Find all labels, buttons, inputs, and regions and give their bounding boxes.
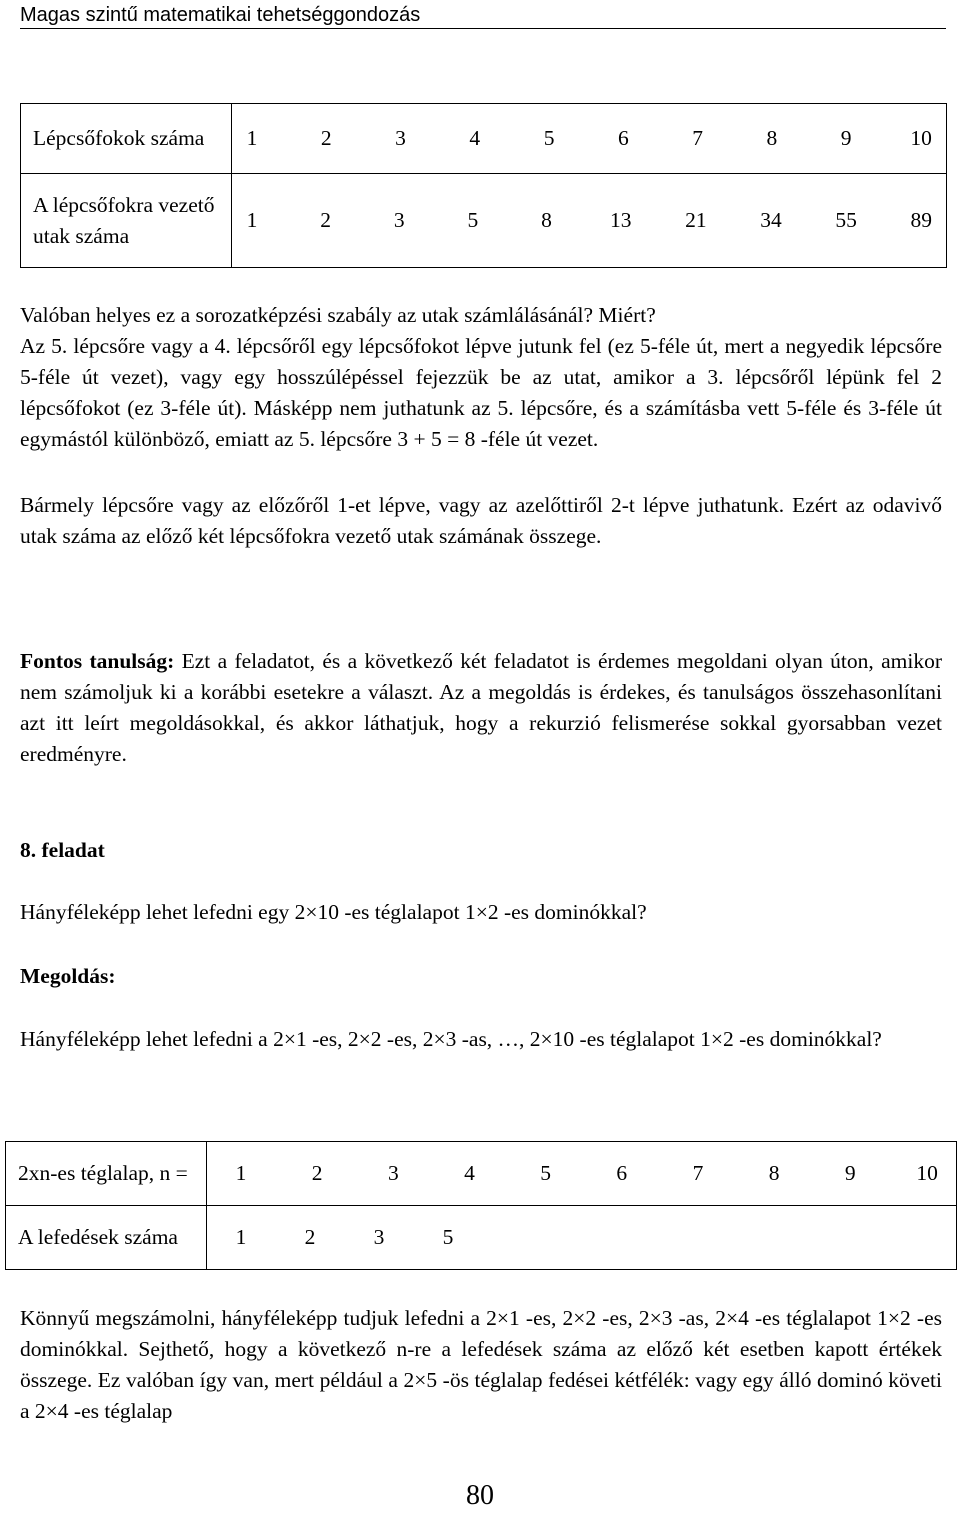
running-header: Magas szintű matematikai tehetséggondozás [20, 4, 946, 29]
table-cell-value: 3 [387, 1161, 399, 1185]
table-cell-value: 34 [760, 208, 782, 232]
table-cell-value: 2 [311, 1161, 323, 1185]
solution-text: Hányféleképp lehet lefedni a 2×1 -es, 2×2 -es, 2×3 -as, …, 2×10 -es téglalapot 1×2 -es dominókkal? [20, 1027, 882, 1051]
value-cells [232, 104, 947, 174]
table-cell-value: 7 [692, 126, 703, 150]
table-cell-value: 2 [320, 126, 332, 150]
row-label: Lépcsőfokok száma [21, 104, 232, 174]
table-cell-value: 6 [616, 1161, 628, 1185]
paragraph: Könnyű megszámolni, hányféleképp tudjuk lefedni a 2×1 -es, 2×2 -es, 2×3 -as, 2×4 -es téglalapot 1×2 -es dominókkal. Sejthető, hogy a következő n-re a lefedések száma az előző két esetben kapott értékek összege. Ez valóban így van, mert például a 2×5 -ös téglalap fedései kétfélék: vagy egy álló dominó követi a 2×4 -es téglalap [20, 1306, 942, 1423]
table-cell-value: 55 [835, 208, 857, 232]
page-number: 80 [466, 1480, 494, 1511]
row-label: A lefedések száma [6, 1206, 207, 1270]
lesson-text: Ezt a feladatot, és a következő két feladatot is érdemes megoldani olyan úton, amikor nem számoljuk ki a korábbi esetekre a választ. Az a megoldás is érdekes, és tanulságos összehasonlítani azt itt leírt megoldásokkal, és akkor láthatjuk, hogy a rekurzió felismerése sokkal gyorsabban vezet eredményre. [20, 649, 942, 766]
domino-table [5, 1141, 957, 1270]
row-label: A lépcsőfokra vezető utak száma [21, 174, 232, 268]
values-row-n [231, 1161, 938, 1186]
value-cells [207, 1142, 957, 1206]
table-row [6, 1142, 957, 1206]
stairs-table [20, 103, 947, 268]
table-row [21, 104, 947, 174]
table-cell-value: 3 [393, 208, 405, 232]
task-text: Hányféleképp lehet lefedni egy 2×10 -es téglalapot 1×2 -es dominókkal? [20, 900, 647, 924]
table-cell-value: 9 [844, 1161, 856, 1185]
table-cell-value: 13 [610, 208, 632, 232]
lesson-paragraph [20, 646, 942, 770]
table-cell-value: 10 [910, 126, 932, 150]
row-label: 2xn-es téglalap, n = [6, 1142, 207, 1206]
paragraph: Valóban helyes ez a sorozatképzési szabály az utak számlálásánál? Miért? [20, 303, 656, 327]
table-cell-value: 2 [304, 1225, 316, 1249]
table-cell-value: 3 [395, 126, 406, 150]
table-cell-value: 1 [235, 1161, 247, 1185]
table-cell-value: 2 [320, 208, 331, 232]
table-row [6, 1206, 957, 1270]
values-row-coverings [231, 1225, 938, 1250]
table-cell-value: 10 [916, 1161, 938, 1185]
values-row-paths [242, 208, 932, 233]
table-cell-value: 8 [766, 126, 778, 150]
table-cell-value: 21 [685, 208, 707, 232]
paragraph: Az 5. lépcsőre vagy a 4. lépcsőről egy lépcsőfokot lépve jutunk fel (ez 5-féle út, mert a negyedik lépcsőre 5-féle út vezet), vagy egy hosszúlépéssel fejezzük be az utat, amikor a 3. lépcsőről lépünk fel 2 lépcsőfokot (ez 3-féle út). Másképp nem juthatunk az 5. lépcsőre, és a számításba vett 5-féle és 3-féle út egymástól különböző, emiatt az 5. lépcsőre 3 + 5 = 8 -féle út vezet. [20, 334, 942, 451]
table-cell-value: 1 [246, 126, 258, 150]
table-cell-value: 5 [467, 208, 479, 232]
table-cell-value: 4 [464, 1161, 475, 1185]
table-cell-value: 89 [910, 208, 932, 232]
task-heading: 8. feladat [20, 838, 105, 862]
table-cell-value: 7 [692, 1161, 704, 1185]
table-cell-value: 8 [768, 1161, 780, 1185]
table-cell-value: 3 [373, 1225, 385, 1249]
table-cell-value: 5 [543, 126, 555, 150]
table-cell-value: 9 [840, 126, 852, 150]
table-cell-value: 6 [617, 126, 629, 150]
table-cell-value: 5 [442, 1225, 454, 1249]
values-row-steps [242, 126, 932, 151]
paragraph: Bármely lépcsőre vagy az előzőről 1-et lépve, vagy az azelőttiről 2-t lépve juthatunk. Ezért az odavivő utak száma az előző két lépcsőfokra vezető utak számának összege. [20, 493, 942, 548]
value-cells [207, 1206, 957, 1270]
table-cell-value: 4 [469, 126, 481, 150]
table-cell-value: 8 [541, 208, 552, 232]
table-cell-value: 1 [246, 208, 258, 232]
lesson-label: Fontos tanulság: [20, 649, 175, 673]
table-cell-value: 5 [540, 1161, 551, 1185]
solution-heading: Megoldás: [20, 964, 116, 988]
table-row [21, 174, 947, 268]
value-cells [232, 174, 947, 268]
table-cell-value: 1 [235, 1225, 247, 1249]
